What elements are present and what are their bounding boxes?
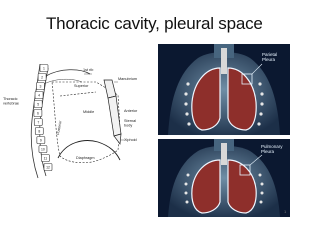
vertebra-number: 3 [39, 84, 42, 89]
vertebra-number: 5 [37, 102, 40, 107]
vertebra-number: 9 [39, 138, 42, 143]
trachea [221, 143, 227, 165]
page-number: 1 [284, 209, 287, 214]
pulmonary-pleura-label-line-2: Pleura [261, 149, 275, 154]
manubrium-label: Manubrium [118, 77, 137, 81]
sternal-body-label-line-1: Sternal [124, 119, 137, 123]
thoracic-vertebrae-label-line-2: vertebrae [3, 101, 20, 106]
parietal-pleura-label-line-1: Parietal [262, 52, 278, 57]
pulmonary-pleura-panel [158, 139, 290, 217]
parietal-pleura-illustration [158, 44, 290, 135]
vertebra-number: 11 [43, 156, 48, 161]
middle-label: Middle [83, 110, 95, 114]
vertebra-number: 7 [37, 120, 40, 125]
vertebral-bodies [34, 65, 52, 171]
superior-divide-line [60, 92, 96, 96]
vertebra-number: 2 [41, 75, 44, 80]
vertebra-number: 4 [38, 93, 40, 98]
first-rib-label: 1st rib [83, 68, 94, 72]
vertebra-number: 1 [43, 66, 45, 71]
thoracic-vertebrae-label-line-1: Thoracic [3, 97, 18, 101]
slide-title: Thoracic cavity, pleural space [46, 14, 263, 33]
trachea [221, 48, 227, 74]
pulmonary-pleura-label-line-1: Pulmonary [261, 144, 283, 149]
vertebra-number: 12 [46, 165, 50, 170]
vertebra-number: 6 [36, 111, 39, 116]
sternal-body-bone [108, 96, 121, 136]
vertebra-number: 8 [38, 129, 41, 134]
sternal-body-label [124, 119, 137, 127]
xiphoid-label: Xiphoid [124, 138, 137, 142]
parietal-pleura-label-line-2: Pleura [262, 57, 276, 62]
diaphragm-label: Diaphragm [76, 156, 95, 160]
thoracic-vertebrae-label [3, 97, 19, 105]
anterior-label: Anterior [124, 109, 138, 113]
pulmonary-pleura-illustration [158, 139, 290, 217]
parietal-pleura-panel [158, 44, 290, 135]
superior-label: Superior [74, 84, 89, 88]
vertebra-number: 10 [41, 147, 45, 152]
xiphoid-process [114, 134, 121, 144]
sternal-body-label-line-2: body [124, 123, 133, 128]
posterior-label: Posterior [56, 120, 63, 136]
thoracic-cavity-diagram [0, 60, 158, 180]
manubrium [104, 80, 116, 98]
